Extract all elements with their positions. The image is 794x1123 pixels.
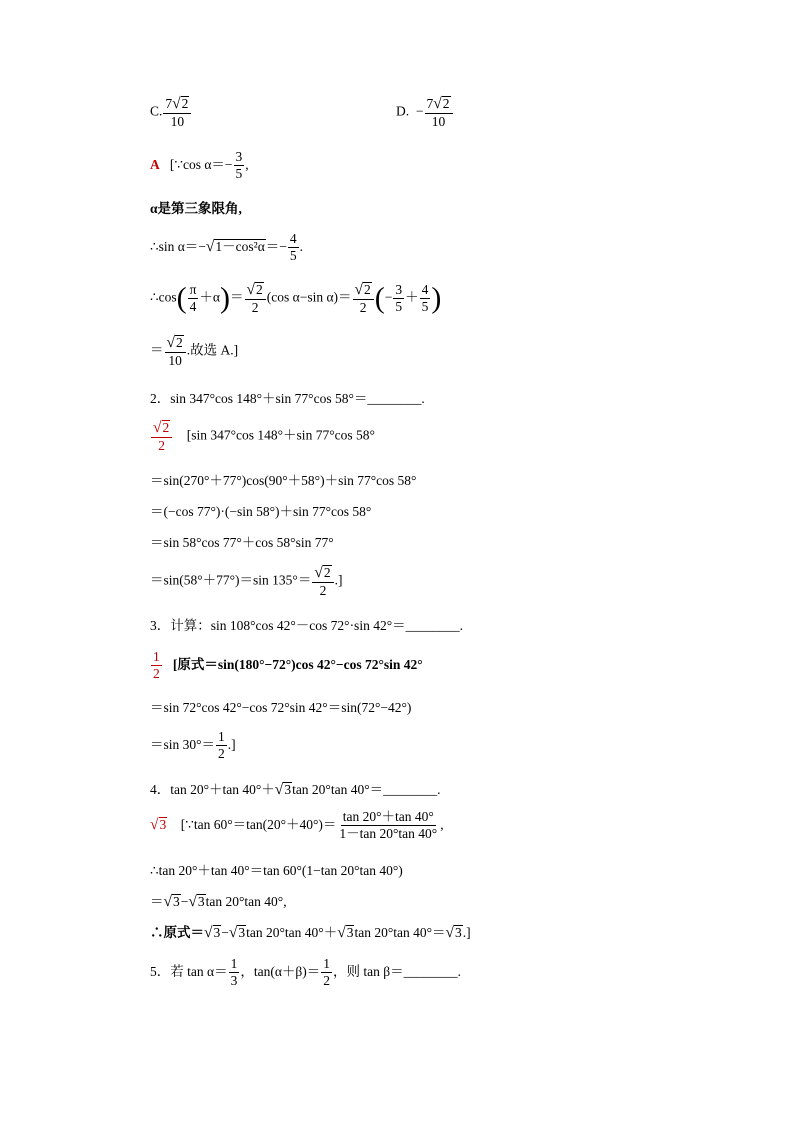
- fraction: [234, 150, 245, 181]
- question-3: 3．计算：sin 108°cos 42°－cos 72°·sin 42°＝________.: [150, 618, 463, 633]
- sqrt: √ 3: [228, 924, 246, 941]
- sqrt: √ 3: [204, 924, 221, 941]
- frac-num: 3: [234, 150, 245, 166]
- question5-text: ，则 tan β＝________.: [333, 963, 462, 979]
- answer1-line3: [150, 232, 303, 263]
- frac-den: 2: [218, 746, 225, 762]
- frac-den: 5: [395, 298, 403, 314]
- frac-num: 4: [288, 232, 299, 248]
- answer1-text: ＋α: [199, 289, 220, 305]
- frac-den: 5: [235, 166, 243, 182]
- sqrt-content: 2: [162, 420, 170, 435]
- sqrt-content: 1－cos²α: [215, 238, 265, 254]
- answer4-line1: [150, 810, 444, 841]
- question5-text: 5．若 tan α＝: [150, 963, 228, 979]
- answer4-text: tan 20°tan 40°,: [205, 894, 287, 909]
- sqrt-content: 3: [213, 925, 221, 940]
- fraction: [229, 957, 240, 988]
- option-d-fraction: 7 √ 2 10: [425, 96, 453, 129]
- answer2-text: ＝sin(58°＋77°)＝sin 135°＝: [150, 572, 312, 588]
- question4-text: 4．tan 20°＋tan 40°＋: [150, 782, 275, 797]
- fraction: √ 2 2: [353, 282, 374, 315]
- option-d-sign: −: [415, 103, 424, 119]
- answer3-text: .]: [227, 736, 236, 752]
- fraction: [188, 283, 199, 314]
- sqrt-content: 3: [197, 894, 205, 909]
- frac-num: π: [188, 283, 199, 299]
- frac-den: 2: [158, 437, 165, 453]
- answer3-text: [原式＝sin(180°−72°)cos 42°−cos 72°sin 42°: [172, 656, 423, 672]
- sqrt-content: 3: [284, 782, 292, 797]
- answer3-text: ＝sin 30°＝: [150, 736, 216, 752]
- option-c: [150, 96, 192, 129]
- sqrt-content: 3: [346, 925, 354, 940]
- fraction: [321, 957, 332, 988]
- question5-text: ，tan(α＋β)＝: [240, 963, 321, 979]
- option-d-rad: 2: [442, 96, 450, 111]
- answer1-text: [∵cos α＝−: [169, 156, 233, 172]
- frac-den: 4: [189, 298, 197, 314]
- answer2-key: √ 2 2: [151, 420, 172, 453]
- frac-den: 2: [251, 299, 259, 315]
- answer1-text: ＝−: [265, 238, 287, 254]
- question4-text: tan 20°tan 40°＝________.: [292, 782, 441, 797]
- sqrt-content: 3: [455, 925, 462, 940]
- sqrt-content: 3: [173, 894, 180, 909]
- answer3-key: [151, 650, 162, 681]
- answer2-text: .]: [334, 572, 343, 588]
- sqrt: √ 3: [163, 893, 180, 910]
- answer1-line4: ∴cos( $\frac{\pi}{4}$ ＋α)＝ √ 2 2 (cos α−sin α)＝ √ 2 2 (− $\frac{3}{5}$ ＋ $\frac{4}{5}$ ): [150, 281, 442, 315]
- fraction: [216, 730, 227, 761]
- option-d-num: 7: [426, 96, 434, 111]
- answer4-line4: [150, 925, 471, 941]
- frac-den: 2: [359, 299, 367, 315]
- sqrt: √ 3: [274, 781, 292, 798]
- answer1-line2: α是第三象限角,: [150, 201, 242, 216]
- frac-num: 4: [420, 283, 431, 299]
- answer1-line1: [150, 150, 249, 181]
- question-5: [150, 957, 461, 988]
- answer1-text: .故选 A.]: [186, 342, 239, 358]
- answer4-text: [∵tan 60°＝tan(20°＋40°)＝: [180, 816, 337, 832]
- sqrt-content: 3: [159, 816, 167, 832]
- answer4-text: tan 20°tan 40°＝: [354, 925, 446, 940]
- sqrt: √ 3: [188, 893, 205, 910]
- answer2-line2: ＝sin(270°＋77°)cos(90°＋58°)＋sin 77°cos 58°: [150, 473, 417, 488]
- answer3-line3: [150, 730, 236, 761]
- frac-num: 1: [321, 957, 332, 973]
- answer4-text: −: [180, 894, 189, 909]
- frac-den: 3: [230, 973, 238, 989]
- fraction: [393, 283, 404, 314]
- answer4-key: √ 3: [150, 815, 167, 833]
- frac-num: 1: [216, 730, 227, 746]
- answer2-line3: ＝(−cos 77°)·(−sin 58°)＋sin 77°cos 58°: [150, 504, 372, 519]
- sqrt-content: 2: [256, 282, 263, 297]
- answer3-line1: [150, 650, 423, 681]
- fraction: √ 2 2: [245, 282, 266, 315]
- frac-den: 2: [319, 582, 327, 598]
- answer3-line2: ＝sin 72°cos 42°−cos 72°sin 42°＝sin(72°−42°): [150, 700, 412, 715]
- option-d-label: D.: [396, 103, 410, 119]
- answer4-line3: [150, 894, 287, 910]
- sqrt-content: 2: [176, 335, 183, 350]
- answer1-text: ∴cos: [150, 289, 177, 305]
- sqrt: √ 3: [445, 924, 462, 941]
- answer4-line2: ∴tan 20°＋tan 40°＝tan 60°(1−tan 20°tan 40°): [150, 863, 403, 878]
- frac-den: 10: [168, 352, 182, 368]
- answer1-text: (cos α−sin α)＝: [266, 289, 352, 305]
- frac-num: 1: [151, 650, 162, 666]
- answer1-text: ＝: [150, 342, 164, 358]
- punct: ,: [440, 816, 444, 832]
- answer2-line5: [150, 565, 342, 598]
- sqrt-content: 2: [364, 282, 371, 297]
- answer-key: A: [150, 156, 160, 172]
- answer4-text: .]: [462, 925, 471, 940]
- answer1-text: ∴sin α＝−: [150, 238, 206, 254]
- frac-num: tan 20°＋tan 40°: [341, 810, 436, 826]
- answer1-text: ＝: [230, 289, 244, 305]
- fraction: [420, 283, 431, 314]
- option-c-fraction: 7 √ 2 10: [163, 96, 191, 129]
- punct: ,: [245, 156, 249, 172]
- fraction: √ 2 10: [165, 335, 186, 368]
- answer2-line1: [150, 420, 375, 453]
- frac-den: 2: [153, 666, 160, 682]
- sqrt: √ 3: [337, 924, 354, 941]
- answer4-text: tan 20°tan 40°＋: [246, 925, 338, 940]
- option-c-rad: 2: [181, 96, 189, 111]
- option-c-label: C.: [150, 103, 163, 119]
- option-d-den: 10: [431, 113, 446, 129]
- option-d: [396, 96, 454, 129]
- option-c-den: 10: [170, 113, 185, 129]
- frac-num: 1: [229, 957, 240, 973]
- fraction: [288, 232, 299, 263]
- fraction: [337, 810, 439, 841]
- answer4-text: ∴原式＝: [150, 925, 204, 940]
- frac-num: 3: [393, 283, 404, 299]
- sqrt-content: 3: [238, 925, 246, 940]
- option-c-num: 7: [165, 96, 173, 111]
- question-4: [150, 782, 440, 798]
- frac-den: 2: [323, 973, 331, 989]
- answer4-text: ＝: [150, 894, 164, 909]
- frac-den: 5: [289, 248, 297, 264]
- answer1-text: ＋: [405, 289, 419, 305]
- question-2: 2．sin 347°cos 148°＋sin 77°cos 58°＝________.: [150, 391, 425, 406]
- answer2-text: [sin 347°cos 148°＋sin 77°cos 58°: [186, 427, 375, 443]
- answer1-line5: [150, 335, 238, 368]
- sqrt: √ 1－cos²α: [205, 237, 265, 255]
- answer2-line4: ＝sin 58°cos 77°＋cos 58°sin 77°: [150, 535, 334, 550]
- answer1-text: −: [384, 289, 393, 305]
- answer4-text: −: [221, 925, 229, 940]
- sqrt-content: 2: [323, 565, 331, 580]
- frac-den: 1－tan 20°tan 40°: [339, 826, 438, 842]
- fraction: √ 2 2: [312, 565, 333, 598]
- punct: .: [299, 238, 304, 254]
- frac-den: 5: [421, 298, 429, 314]
